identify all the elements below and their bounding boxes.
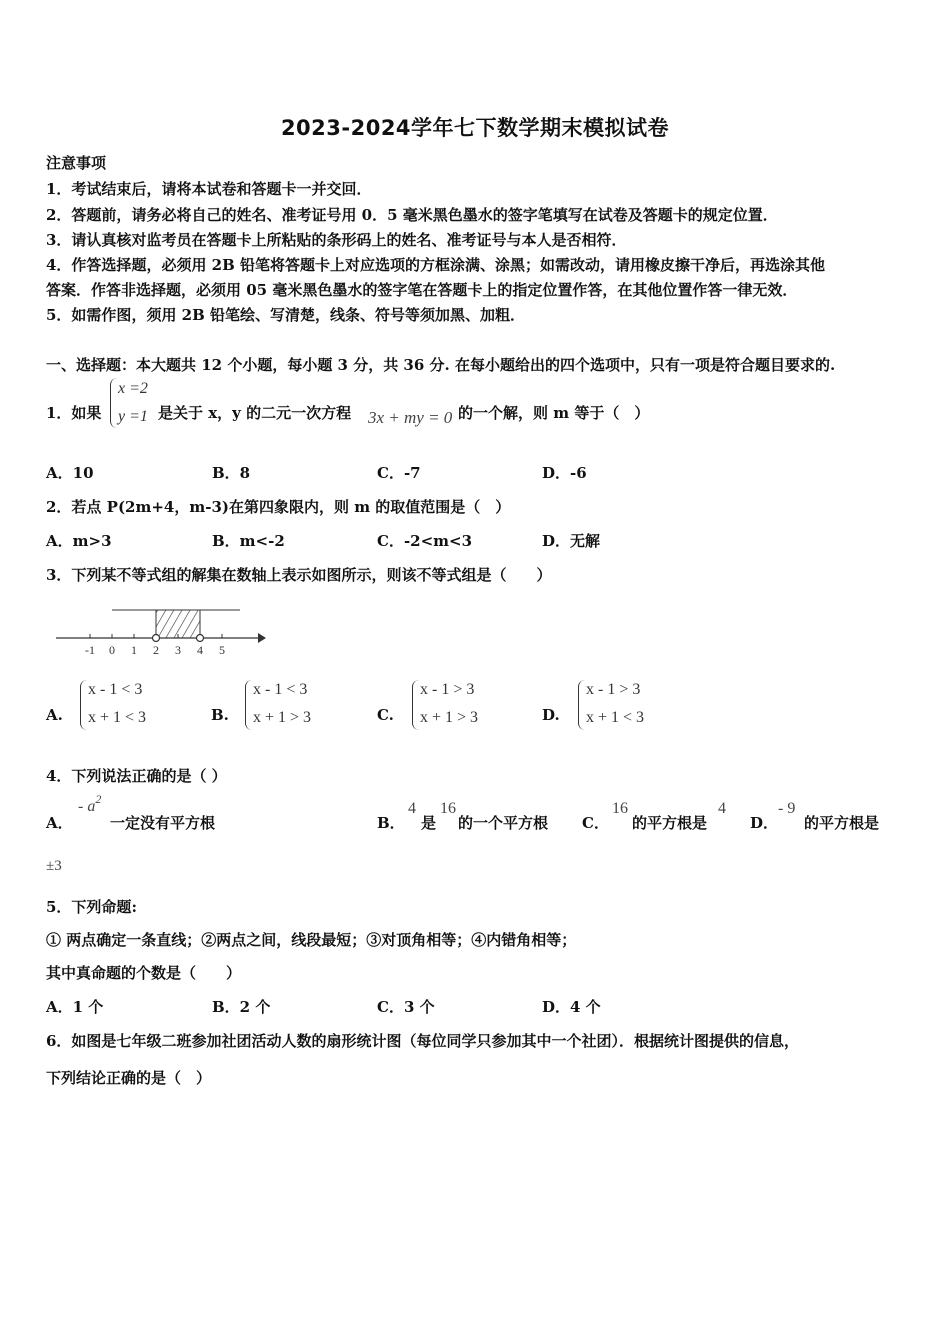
q3-axis-tick-label: 2 [153,643,159,657]
q3-a-bottom: x + 1 < 3 [88,709,147,726]
q4-option-b-n1: 4 [408,800,416,817]
q1-prefix: 1．如果 [46,404,102,422]
notice-item-4-cont: 答案．作答非选择题，必须用 05 毫米黑色墨水的签字笔在答题卡上的指定位置作答，在其他位置作答一律无效． [46,281,798,299]
q3-option-b-label: B. [211,706,229,724]
q4-option-b-n2: 16 [440,800,456,817]
q2-option-d: D．无解 [542,532,601,550]
q6-text: 6．如图是七年级二班参加社团活动人数的扇形统计图（每位同学只参加其中一个社团）．根据统计图提供的信息， [46,1032,799,1050]
q4-option-c-n2: 4 [718,800,726,817]
q3-axis-tick-label: 0 [109,643,115,657]
q3-axis-tick-label: 5 [219,643,225,657]
q1-suffix: 的一个解，则 m 等于（ ） [458,404,650,422]
q4-option-c-mid: 的平方根是 [632,814,708,832]
q3-axis-tick-label: 3 [175,643,181,657]
q3-open-point-left [153,635,160,642]
q4-option-c-n1: 16 [612,800,628,817]
q1-option-b: B．8 [212,464,251,482]
q1-option-c: C．-7 [377,464,421,482]
q3-axis-tick-label: 1 [131,643,137,657]
q4-option-b-label: B． [377,814,405,832]
q5-question: 其中真命题的个数是（ ） [46,964,242,982]
q1-brace [110,378,117,428]
q4-option-c-label: C． [582,814,609,832]
q4-option-d-text: 的平方根是 [804,814,880,832]
q2-option-b: B．m<-2 [212,532,285,550]
q3-option-c-system [420,676,478,732]
q3-d-top: x - 1 > 3 [586,681,641,698]
q3-number-line [50,600,270,662]
q5-option-d: D．4 个 [542,998,601,1016]
q4-text: 4．下列说法正确的是（ ） [46,767,227,785]
q4-option-b-text: 的一个平方根 [458,814,549,832]
q1-equation: 3x + my = 0 [368,408,453,427]
q3-option-c-label: C. [377,706,394,724]
q1-sys-top: x =2 [118,380,148,397]
q3-option-d-system [586,676,644,732]
q4-option-d-label: D． [750,814,779,832]
notice-item-4: 4．作答选择题，必须用 2B 铅笔将答题卡上对应选项的方框涂满、涂黑；如需改动，请用橡皮擦干净后，再选涂其他 [46,256,826,274]
q3-d-bottom: x + 1 < 3 [586,709,645,726]
q3-axis-tick-label: -1 [85,643,95,657]
q3-axis-tick-label: 4 [197,643,203,657]
q2-option-a: A．m>3 [46,532,112,550]
q5-option-a: A．1 个 [46,998,104,1016]
q4-option-d-n: - 9 [778,800,796,817]
page-title: 2023-2024学年七下数学期末模拟试卷 [280,116,670,140]
q6-text-cont: 下列结论正确的是（ ） [46,1069,212,1087]
q5-text: 5．下列命题: [46,898,137,916]
q3-a-top: x - 1 < 3 [88,681,143,698]
q1-option-d: D．-6 [542,464,587,482]
q1-sys-bottom: y =1 [118,408,148,425]
q4-option-a-label: A． [46,814,73,832]
q4-option-a-text: 一定没有平方根 [110,814,216,832]
arrow-right-icon [258,633,266,643]
q2-text: 2．若点 P(2m+4，m-3)在第四象限内，则 m 的取值范围是（ ） [46,498,511,516]
q3-option-d-brace [578,680,585,730]
q3-option-d-label: D. [542,706,560,724]
section-heading: 一、选择题：本大题共 12 个小题，每小题 3 分，共 36 分. 在每小题给出的四个选项中，只有一项是符合题目要求的. [46,356,836,374]
q3-option-a-label: A. [46,706,63,724]
q5-statements: ① 两点确定一条直线；②两点之间，线段最短；③对顶角相等；④内错角相等； [46,931,577,949]
q2-option-c: C．-2<m<3 [377,532,473,550]
q1-mid: 是关于 x，y 的二元一次方程 [158,404,352,422]
q3-option-c-brace [412,680,419,730]
notice-item-3: 3．请认真核对监考员在答题卡上所粘贴的条形码上的姓名、准考证号与本人是否相符． [46,231,627,249]
q3-c-top: x - 1 > 3 [420,681,475,698]
q4-option-b-mid: 是 [421,814,437,832]
q3-text: 3．下列某不等式组的解集在数轴上表示如图所示，则该不等式组是（ ） [46,566,552,584]
q5-option-c: C．3 个 [377,998,435,1016]
notice-item-1: 1．考试结束后，请将本试卷和答题卡一并交回． [46,180,372,198]
q3-open-point-right [197,635,204,642]
notice-heading: 注意事项 [46,154,107,172]
q3-option-b-brace [245,680,252,730]
q3-option-b-system [253,676,311,732]
q1-option-a: A．10 [46,464,94,482]
q3-c-bottom: x + 1 > 3 [420,709,479,726]
q1-system [118,375,148,431]
q3-b-bottom: x + 1 > 3 [253,709,312,726]
q3-option-a-brace [80,680,87,730]
q4-option-a-expr: - $a^2$ [78,792,102,815]
q4-option-d-cont: ±3 [46,858,62,874]
q3-b-top: x - 1 < 3 [253,681,308,698]
q5-option-b: B．2 个 [212,998,271,1016]
q3-option-a-system [88,676,146,732]
notice-item-5: 5．如需作图，须用 2B 铅笔绘、写清楚，线条、符号等须加黑、加粗． [46,306,525,324]
q3-hatched-region [156,610,200,638]
notice-item-2: 2．答题前，请务必将自己的姓名、准考证号用 0．5 毫米黑色墨水的签字笔填写在试卷及答题卡的规定位置． [46,206,778,224]
